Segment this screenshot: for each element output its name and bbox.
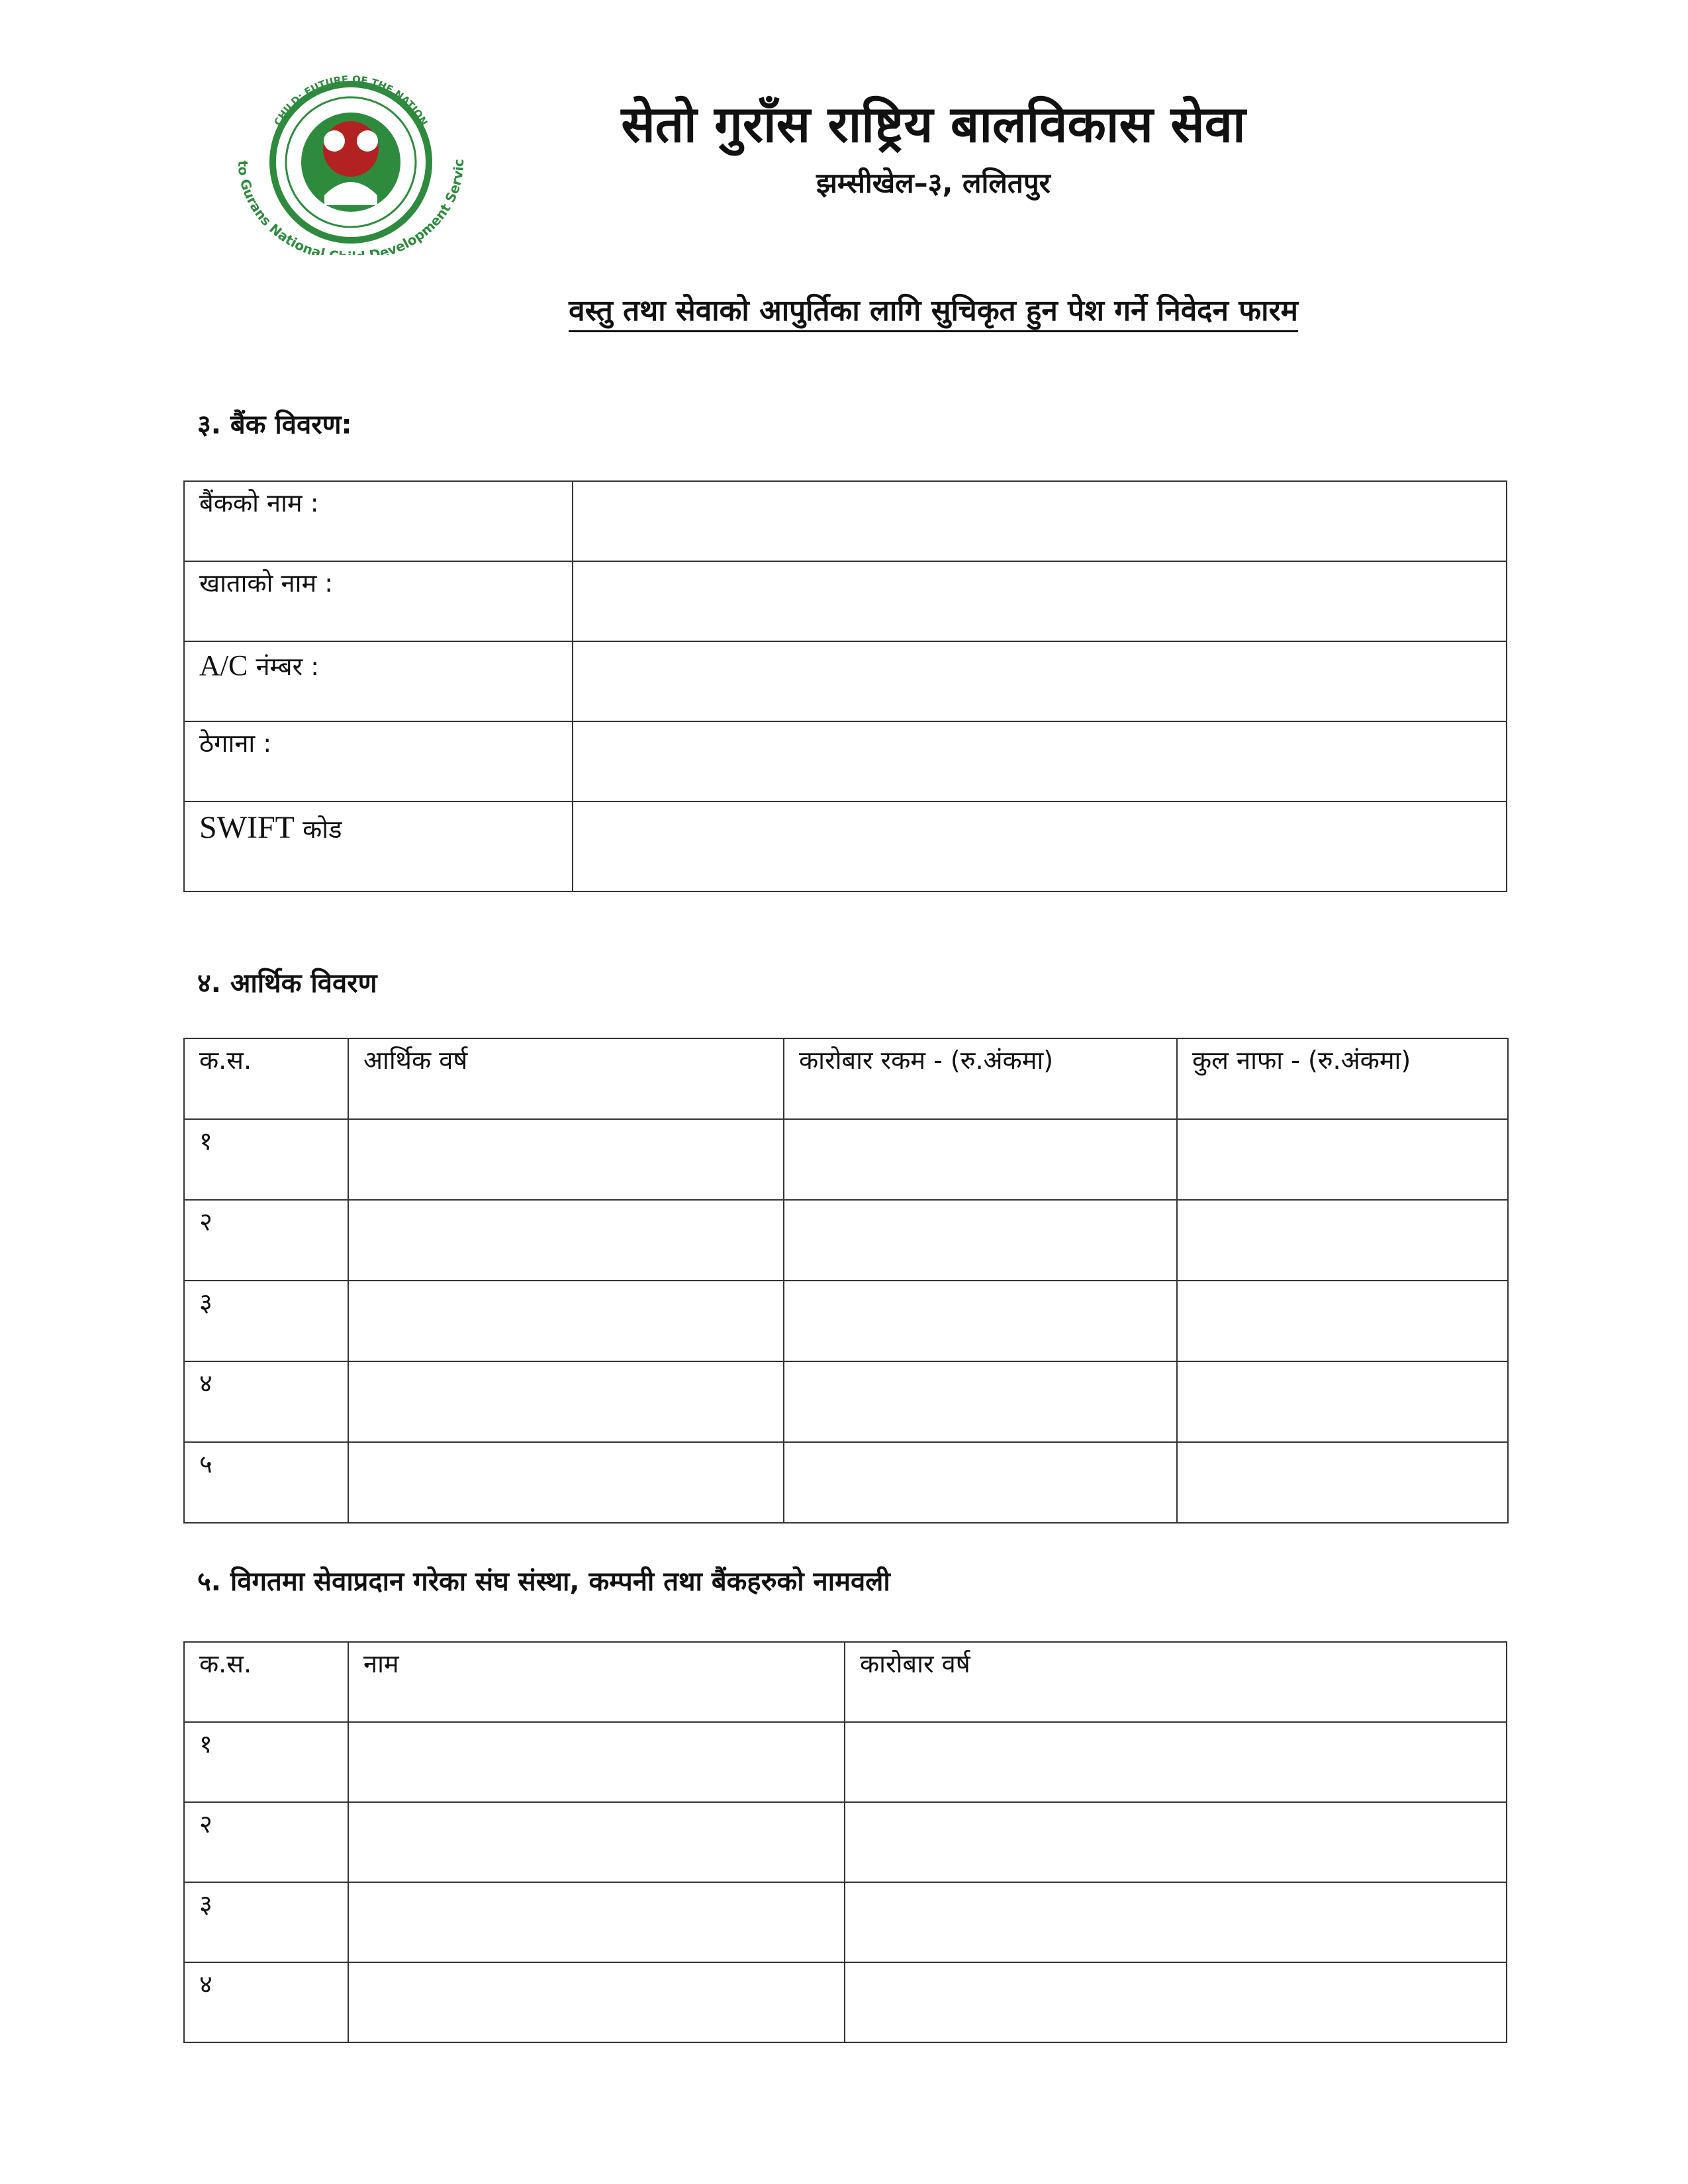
account-name-field[interactable]	[573, 561, 1507, 641]
table-row	[184, 1119, 1508, 1200]
table-row	[184, 1361, 1508, 1442]
organization-address: झम्सीखेल–३, ललितपुर	[816, 167, 1051, 199]
past-clients-section-heading: ५. विगतमा सेवाप्रदान गरेका संघ संस्था, कम्पनी तथा बैंकहरुको नामवली	[197, 1567, 890, 1597]
account-number-field[interactable]	[573, 641, 1507, 721]
fiscal-year-field[interactable]	[348, 1119, 784, 1200]
client-name-field[interactable]	[348, 1882, 845, 1962]
turnover-amount-field[interactable]	[784, 1119, 1177, 1200]
bank-section-heading: ३. बैंक विवरण:	[197, 410, 352, 440]
turnover-amount-field[interactable]	[784, 1200, 1177, 1281]
turnover-amount-field[interactable]	[784, 1281, 1177, 1361]
table-row	[184, 1722, 1507, 1802]
logo-name-english: to Gurans National Development Servic	[234, 159, 467, 255]
client-name-field[interactable]	[348, 1962, 845, 2042]
client-name-field[interactable]	[348, 1722, 845, 1802]
table-row	[184, 1442, 1508, 1523]
organization-name: सेतो गुराँस राष्ट्रिय बालविकास सेवा	[621, 95, 1246, 154]
net-profit-field[interactable]	[1177, 1200, 1508, 1281]
transaction-year-field[interactable]	[845, 1882, 1507, 1962]
turnover-amount-header: कारोबार रकम - (रु.अंकमा)	[784, 1038, 1177, 1119]
fiscal-year-field[interactable]	[348, 1281, 784, 1361]
serial-number-cell: ३	[184, 1882, 348, 1962]
table-row	[184, 561, 1507, 641]
serial-number-cell: ४	[184, 1361, 348, 1442]
serial-number-cell: २	[184, 1200, 348, 1281]
fiscal-year-field[interactable]	[348, 1361, 784, 1442]
bank-name-label: बैंकको नाम :	[184, 481, 573, 561]
client-name-field[interactable]	[348, 1802, 845, 1882]
organization-logo	[225, 63, 477, 255]
table-row	[184, 1281, 1508, 1361]
fiscal-year-header: आर्थिक वर्ष	[348, 1038, 784, 1119]
transaction-year-field[interactable]	[845, 1802, 1507, 1882]
swift-code-field[interactable]	[573, 801, 1507, 891]
turnover-amount-field[interactable]	[784, 1361, 1177, 1442]
financial-details-table	[183, 1038, 1509, 1524]
serial-number-cell: ५	[184, 1442, 348, 1523]
table-header-row	[184, 1038, 1508, 1119]
serial-number-cell: २	[184, 1802, 348, 1882]
swift-code-label-text: कोड	[295, 815, 342, 844]
serial-number-cell: ४	[184, 1962, 348, 2042]
fiscal-year-field[interactable]	[348, 1200, 784, 1281]
fiscal-year-field[interactable]	[348, 1442, 784, 1523]
table-row	[184, 801, 1507, 891]
past-clients-table	[183, 1641, 1507, 2043]
transaction-year-header: कारोबार वर्ष	[845, 1642, 1507, 1722]
net-profit-header: कुल नाफा - (रु.अंकमा)	[1177, 1038, 1508, 1119]
bank-name-field[interactable]	[573, 481, 1507, 561]
account-number-label-latin: A/C	[199, 649, 248, 682]
table-row	[184, 641, 1507, 721]
turnover-amount-field[interactable]	[784, 1442, 1177, 1523]
account-number-label-text: नंम्बर :	[248, 652, 320, 681]
table-row	[184, 481, 1507, 561]
transaction-year-field[interactable]	[845, 1722, 1507, 1802]
net-profit-field[interactable]	[1177, 1361, 1508, 1442]
net-profit-field[interactable]	[1177, 1442, 1508, 1523]
table-row	[184, 1962, 1507, 2042]
client-name-header: नाम	[348, 1642, 845, 1722]
net-profit-field[interactable]	[1177, 1119, 1508, 1200]
form-title-text: वस्तु तथा सेवाको आपुर्तिका लागि सुचिकृत हुन पेश गर्ने निवेदन फारम	[569, 294, 1298, 332]
bank-details-table	[183, 480, 1507, 892]
net-profit-field[interactable]	[1177, 1281, 1508, 1361]
transaction-year-field[interactable]	[845, 1962, 1507, 2042]
serial-number-header: क.स.	[184, 1038, 348, 1119]
table-row	[184, 721, 1507, 801]
address-field[interactable]	[573, 721, 1507, 801]
address-label: ठेगाना :	[184, 721, 573, 801]
serial-number-header: क.स.	[184, 1642, 348, 1722]
financial-section-heading: ४. आर्थिक विवरण	[197, 968, 377, 999]
serial-number-cell: १	[184, 1119, 348, 1200]
account-number-label	[184, 641, 573, 721]
table-row	[184, 1882, 1507, 1962]
logo-motto: CHILD: FUTURE OF THE NATION	[271, 73, 430, 128]
table-row	[184, 1802, 1507, 1882]
serial-number-cell: ३	[184, 1281, 348, 1361]
table-header-row	[184, 1642, 1507, 1722]
account-name-label: खाताको नाम :	[184, 561, 573, 641]
form-title	[477, 296, 1390, 326]
swift-code-label-latin: SWIFT	[199, 810, 295, 845]
swift-code-label	[184, 801, 573, 891]
table-row	[184, 1200, 1508, 1281]
serial-number-cell: १	[184, 1722, 348, 1802]
